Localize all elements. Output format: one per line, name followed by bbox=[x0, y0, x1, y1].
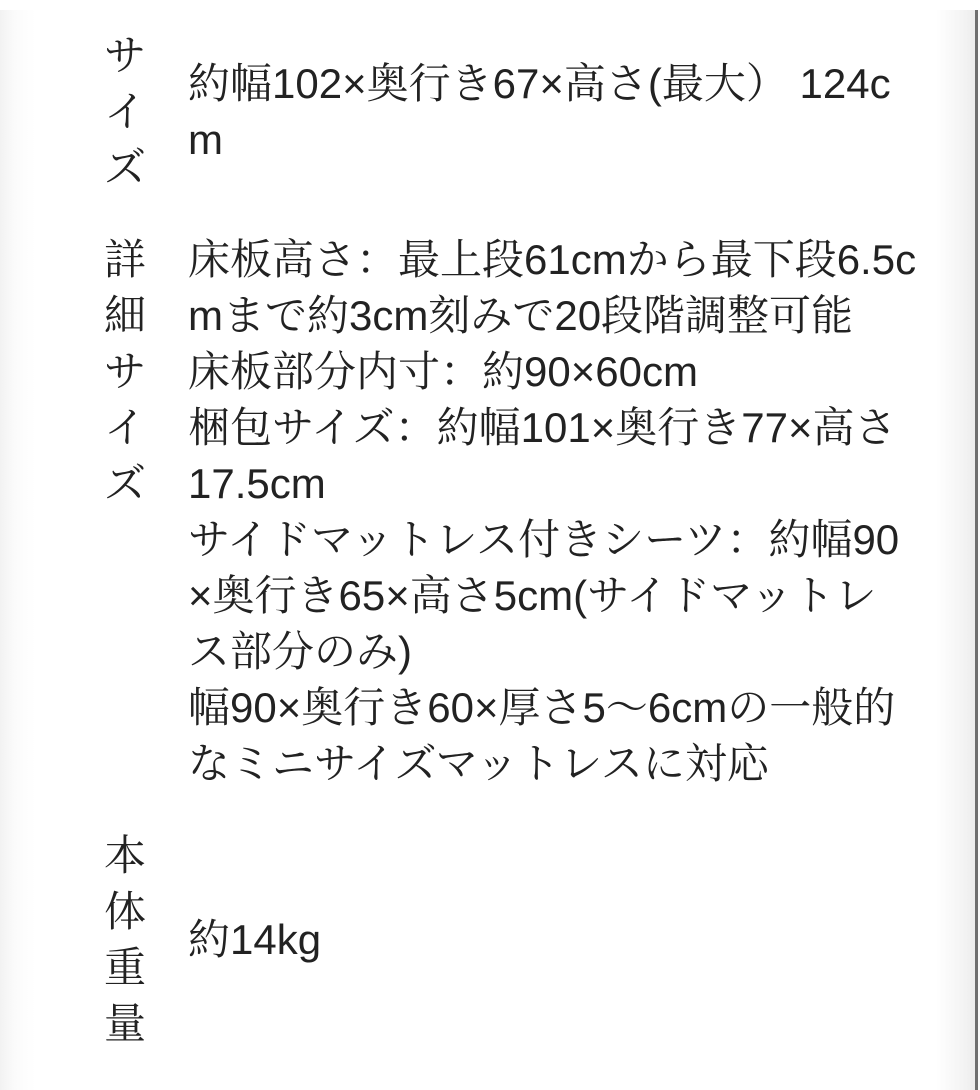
spec-row-size-label: サイズ bbox=[104, 32, 147, 191]
spec-value-line: 梱包サイズ：約幅101×奥行き77×高さ bbox=[188, 404, 897, 451]
spec-value-line: 床板部分内寸：約90×60cm bbox=[188, 348, 698, 395]
spec-row-detail-size bbox=[0, 214, 980, 810]
spec-row-detail-size-value bbox=[150, 214, 980, 810]
spec-value-line: m bbox=[188, 116, 223, 163]
spec-value-line: 床板高さ：最上段61cmから最下段6.5c bbox=[188, 236, 917, 283]
spec-value-line: 約幅102×奥行き67×高さ(最大） 124c bbox=[188, 60, 891, 107]
spec-row-weight bbox=[0, 810, 980, 1070]
spec-row-weight-value bbox=[150, 810, 980, 1070]
spec-value-line: 17.5cm bbox=[188, 460, 326, 507]
product-spec-screen bbox=[0, 10, 980, 1090]
spec-value-line: 幅90×奥行き60×厚さ5〜6cmの一般的 bbox=[188, 684, 896, 731]
spec-row-detail-size-label: 詳細サイズ bbox=[104, 236, 147, 507]
spec-value-line: mまで約3cm刻みで20段階調整可能 bbox=[188, 292, 854, 339]
spec-row-size-value bbox=[150, 10, 980, 214]
spec-value-line: サイドマットレス付きシーツ：約幅90 bbox=[188, 516, 900, 563]
spec-value-line: なミニサイズマットレスに対応 bbox=[188, 740, 769, 787]
spec-row-weight-label: 本体重量 bbox=[104, 832, 147, 1047]
spec-row-size bbox=[0, 10, 980, 214]
spec-table bbox=[0, 10, 980, 1070]
spec-value-line: ×奥行き65×高さ5cm(サイドマットレ bbox=[188, 572, 877, 619]
spec-value-line: 約14kg bbox=[188, 916, 322, 963]
spec-value-line: ス部分のみ) bbox=[188, 628, 412, 675]
